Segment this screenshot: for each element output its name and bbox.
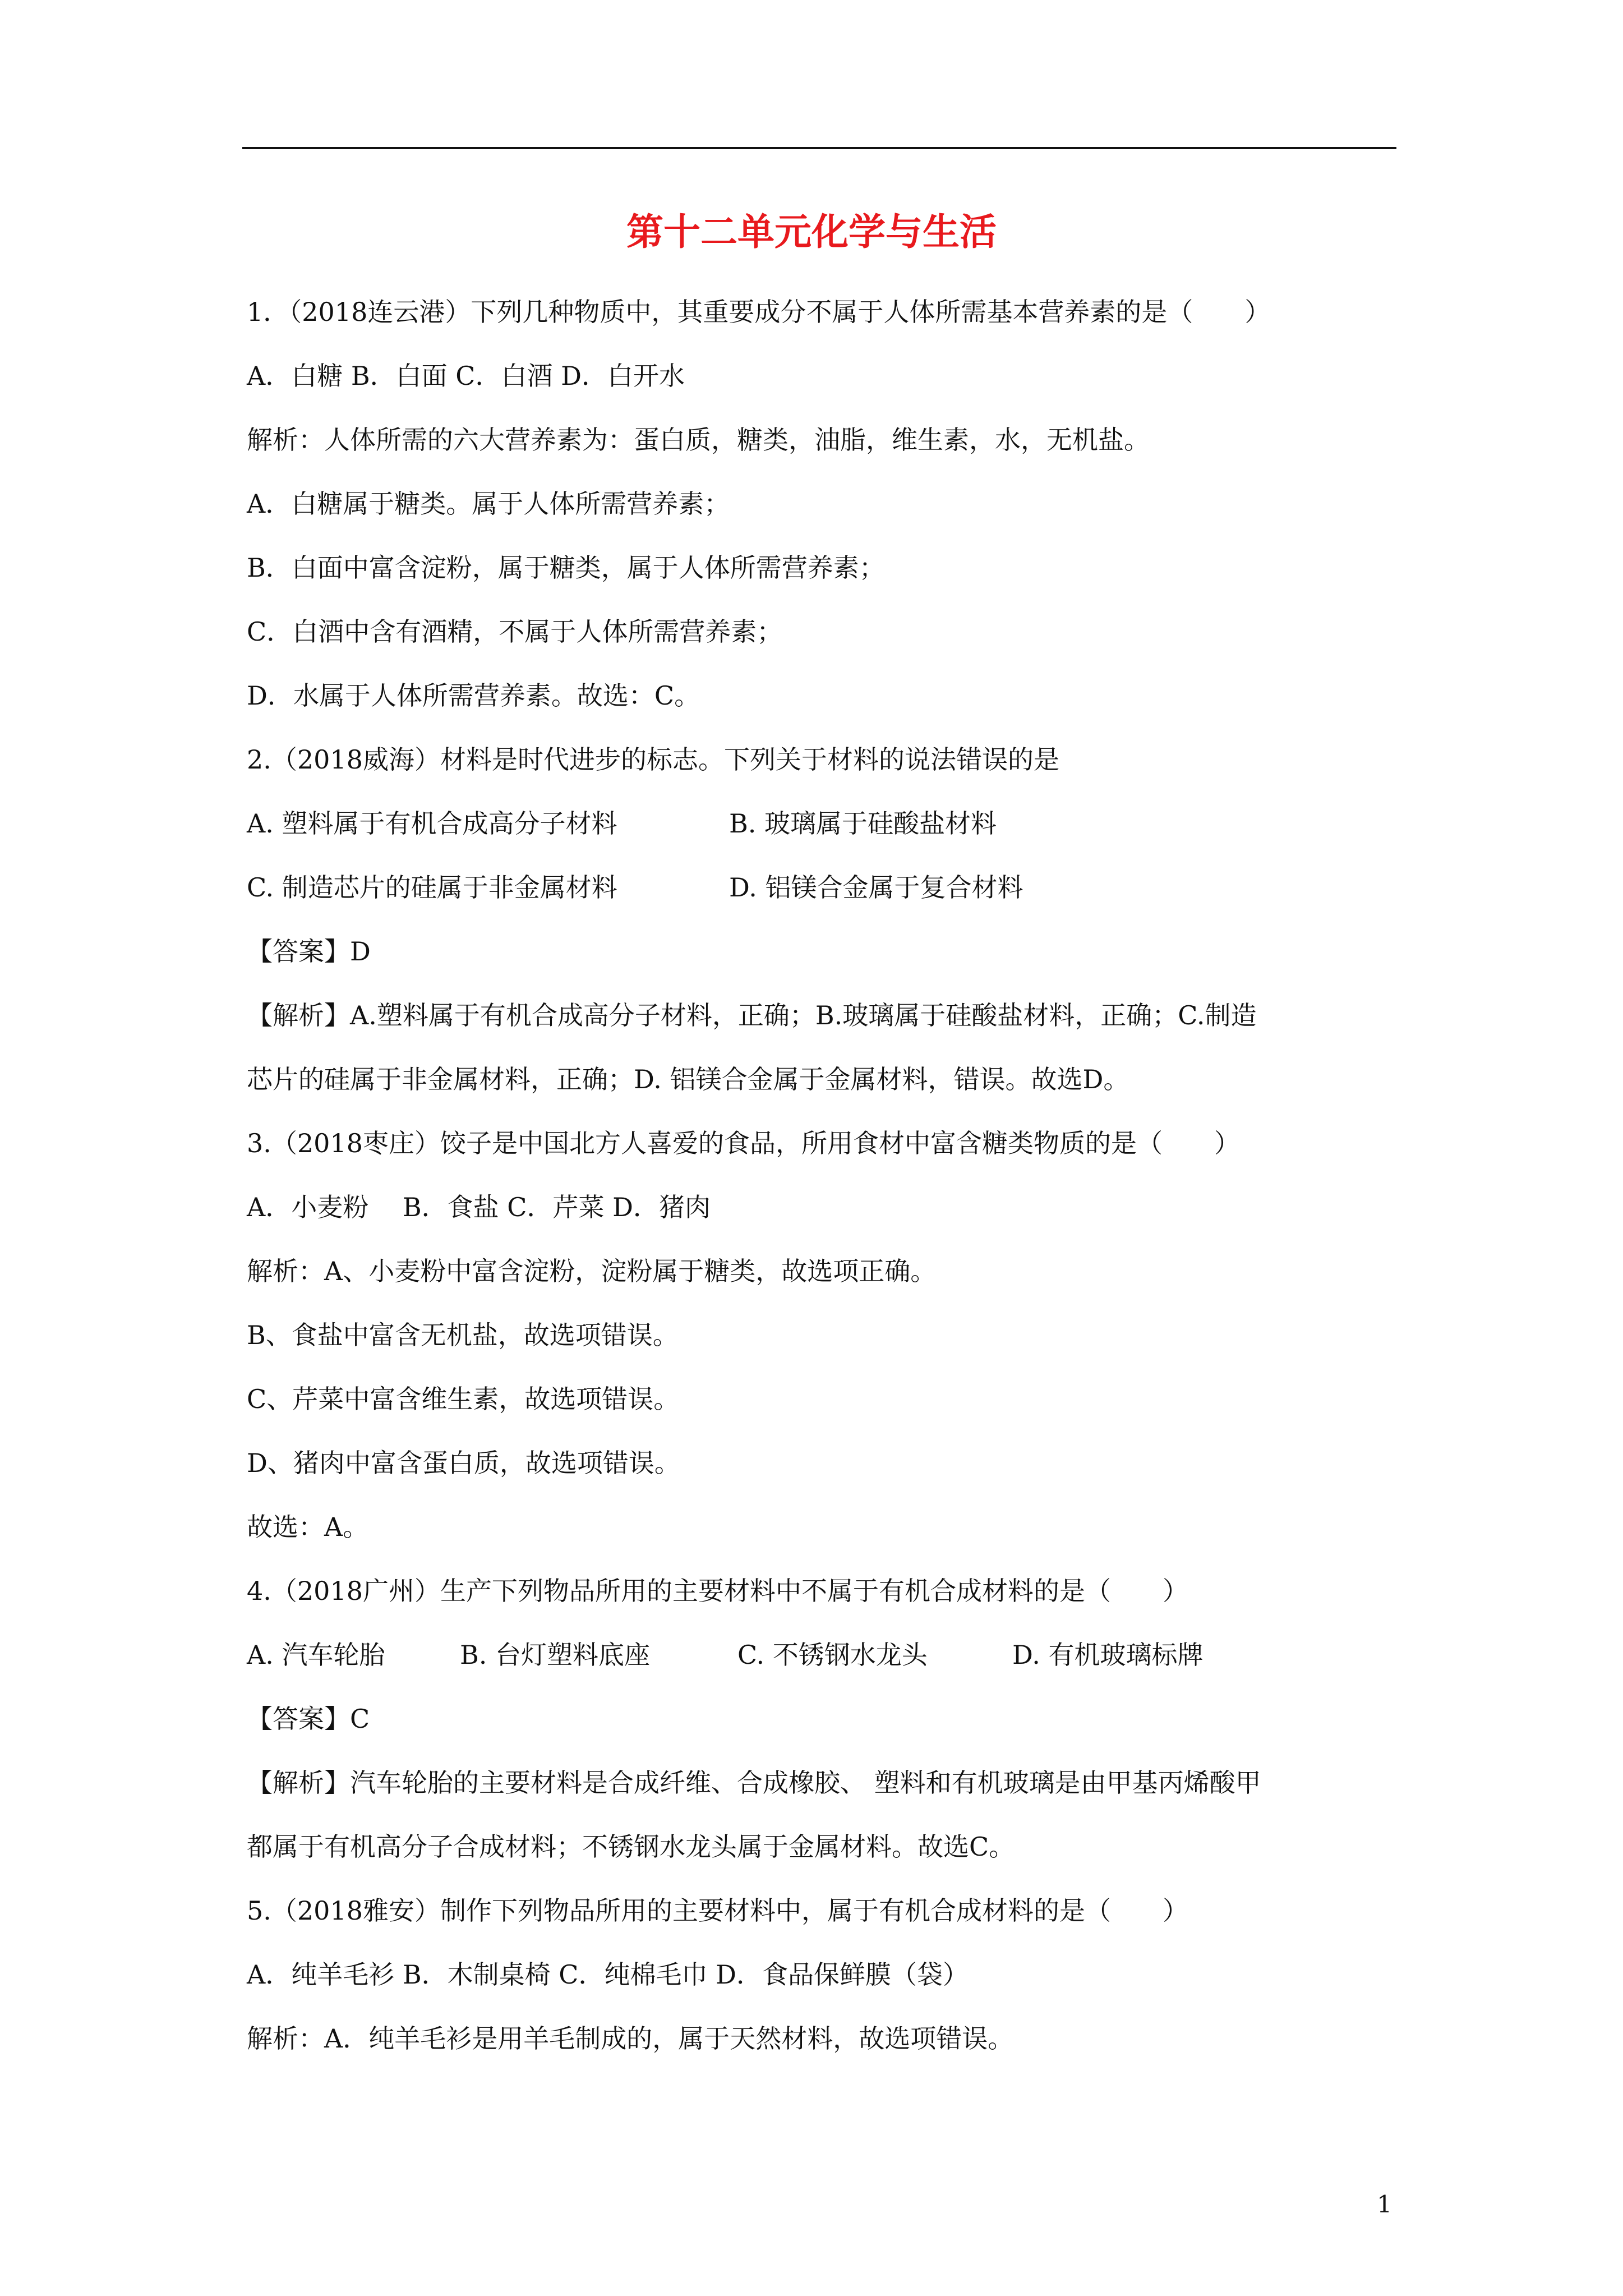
- text-line: A．白糖 B．白面 C．白酒 D．白开水: [247, 361, 685, 391]
- q2-option-d: D. 铝镁合金属于复合材料: [729, 872, 1023, 903]
- text-line: A．纯羊毛衫 B．木制桌椅 C．纯棉毛巾 D．食品保鲜膜（袋）: [247, 1959, 969, 1990]
- text-line: 2.（2018威海）材料是时代进步的标志。下列关于材料的说法错误的是: [247, 744, 1059, 775]
- q4-option-a: A. 汽车轮胎: [247, 1640, 385, 1670]
- text-line: A．白糖属于糖类。属于人体所需营养素；: [247, 489, 730, 519]
- text-line: 1．（2018连云港）下列几种物质中，其重要成分不属于人体所需基本营养素的是（ ）: [247, 297, 1271, 327]
- text-line: D、猪肉中富含蛋白质，故选项错误。: [247, 1448, 680, 1478]
- text-line: 3.（2018枣庄）饺子是中国北方人喜爱的食品，所用食材中富含糖类物质的是（ ）: [247, 1128, 1240, 1158]
- header-rule: [242, 147, 1396, 149]
- text-line: B、食盐中富含无机盐，故选项错误。: [247, 1320, 679, 1350]
- q2-options-row-2: [247, 871, 1402, 904]
- q2-options-row-1: [247, 807, 1402, 840]
- q4-options-row: [247, 1638, 1402, 1672]
- q4-option-b: B. 台灯塑料底座: [460, 1640, 651, 1670]
- q4-option-c: C. 不锈钢水龙头: [737, 1640, 928, 1670]
- text-line: 【解析】汽车轮胎的主要材料是合成纤维、合成橡胶、 塑料和有机玻璃是由甲基丙烯酸甲: [247, 1768, 1261, 1798]
- text-line: 【解析】A.塑料属于有机合成高分子材料，正确；B.玻璃属于硅酸盐材料，正确；C.制造: [247, 1000, 1257, 1030]
- text-line: C．白酒中含有酒精，不属于人体所需营养素；: [247, 616, 783, 647]
- q2-option-c: C. 制造芯片的硅属于非金属材料: [247, 872, 617, 903]
- q2-option-a: A. 塑料属于有机合成高分子材料: [247, 808, 617, 839]
- q2-option-b: B. 玻璃属于硅酸盐材料: [729, 808, 997, 839]
- text-line: 【答案】D: [247, 936, 371, 967]
- text-line: 芯片的硅属于非金属材料，正确；D. 铝镁合金属于金属材料，错误。故选D。: [247, 1064, 1129, 1094]
- text-line: 解析：A．纯羊毛衫是用羊毛制成的，属于天然材料，故选项错误。: [247, 2023, 1014, 2054]
- document-body: [247, 295, 1402, 2086]
- q4-option-d: D. 有机玻璃标牌: [1012, 1640, 1204, 1670]
- text-line: 【答案】C: [247, 1704, 370, 1734]
- text-line: 故选：A。: [247, 1512, 369, 1542]
- text-line: A．小麦粉 B．食盐 C．芹菜 D．猪肉: [247, 1192, 711, 1222]
- text-line: 4.（2018广州）生产下列物品所用的主要材料中不属于有机合成材料的是（ ）: [247, 1576, 1188, 1606]
- page-number: 1: [1377, 2191, 1392, 2218]
- page-title: 第十二单元化学与生活: [626, 210, 997, 254]
- text-line: 5.（2018雅安）制作下列物品所用的主要材料中，属于有机合成材料的是（ ）: [247, 1895, 1188, 1926]
- text-line: 解析：人体所需的六大营养素为：蛋白质，糖类，油脂，维生素，水，无机盐。: [247, 425, 1150, 455]
- text-line: B．白面中富含淀粉，属于糖类，属于人体所需营养素；: [247, 553, 885, 583]
- text-line: D．水属于人体所需营养素。故选：C。: [247, 680, 700, 711]
- text-line: 解析：A、小麦粉中富含淀粉，淀粉属于糖类，故选项正确。: [247, 1256, 937, 1286]
- text-line: C、芹菜中富含维生素，故选项错误。: [247, 1384, 680, 1414]
- text-line: 都属于有机高分子合成材料；不锈钢水龙头属于金属材料。故选C。: [247, 1832, 1015, 1862]
